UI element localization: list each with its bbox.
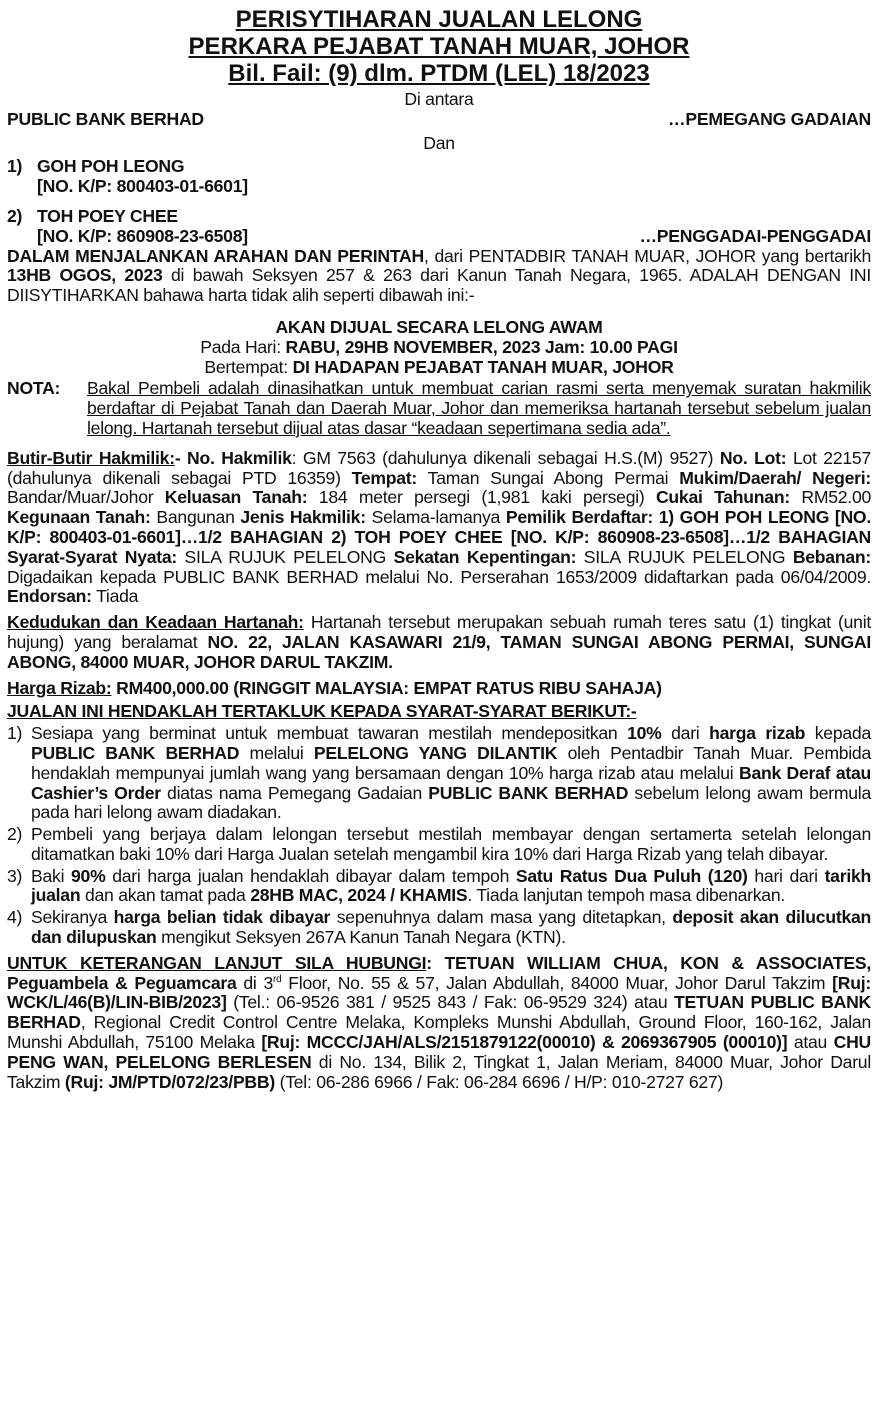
c3-i: . Tiada lanjutan tempoh masa dibenarkan. [467, 885, 786, 906]
auction-day-label: Pada Hari: [200, 336, 286, 357]
auction-place [7, 358, 871, 378]
auction-place-label: Bertempat: [204, 356, 293, 377]
contact-t1b: Floor, No. 55 & 57, Jalan Abdullah, 84000 Muar, Johor Darul Takzim [281, 972, 833, 993]
td-val-9: SILA RUJUK PELELONG [177, 546, 394, 567]
reserve-price [7, 679, 871, 699]
td-val-2: Lot 22157 (dahulunya dikenali sebagai PTD 16359) [7, 447, 871, 488]
contact-sup: rd [273, 973, 282, 985]
contact-b1: : TETUAN WILLIAM CHUA, KON & ASSOCIATES, Peguambela & Peguamcara [7, 952, 871, 993]
nota-text: Bakal Pembeli adalah dinasihatkan untuk membuat carian rasmi serta menyemak suratan hakmilik berdaftar di Pejabat Tanah dan Daerah Muar, Johor dan memeriksa hartanah tersebut sebelum jualan lelong. Hartanah tersebut dijual atas dasar “keadaan sepertimana sedia ada”. [87, 378, 871, 438]
c1-m: sebelum lelong awam bermula pada hari lelong awam diadakan. [31, 782, 871, 823]
c3-a: Baki [31, 865, 71, 886]
contact-t1a: di 3 [236, 972, 274, 993]
intro-lead: DALAM MENJALANKAN ARAHAN DAN PERINTAH [7, 245, 424, 266]
td-key-12: Endorsan: [7, 586, 92, 607]
chargor-2-name: TOH POEY CHEE [37, 205, 178, 226]
c4-e: mengikut Seksyen 267A Kanun Tanah Negara (KTN). [156, 927, 566, 948]
contact-t2: (Tel.: 06-9526 381 / 9525 843 / Fak: 06-9529 324) atau [226, 992, 675, 1013]
intro-text-1: , dari PENTADBIR TANAH MUAR, JOHOR yang bertarikh [423, 245, 871, 266]
condition-1 [7, 724, 871, 823]
td-val-3: Taman Sungai Abong Permai [417, 467, 680, 488]
c1-l: PUBLIC BANK BERHAD [428, 782, 629, 803]
intro-text-2: di bawah Seksyen 257 & 263 dari Kanun Tanah Negara, 1965. ADALAH DENGAN INI DIISYTIHARKAN bahawa harta tidak alih seperti dibawah ini:- [7, 265, 871, 306]
chargor-2-ic: [NO. K/P: 860908-23-6508] [37, 225, 248, 246]
td-key-2: No. Lot: [719, 447, 787, 468]
c1-k: diatas nama Pemegang Gadaian [160, 782, 429, 803]
auction-details [7, 318, 871, 377]
condition-4 [7, 908, 871, 948]
c4-b: harga belian tidak dibayar [113, 907, 331, 928]
c3-c: dari harga jualan hendaklah dibayar dalam tempoh [105, 865, 516, 886]
td-key-3: Tempat: [351, 467, 418, 488]
c1-g: melalui [239, 742, 314, 763]
auction-day-value: RABU, 29HB NOVEMBER, 2023 Jam: 10.00 PAGI [285, 336, 678, 357]
td-val-7: Bangunan [150, 507, 241, 528]
c3-h: 28HB MAC, 2024 / KHAMIS [250, 885, 468, 906]
td-val-11: Digadaikan kepada PUBLIC BANK BERHAD melalui No. Perserahan 1653/2009 didaftarkan pada 06/04/2009. [7, 566, 871, 587]
c1-e: kepada [805, 723, 871, 744]
td-key-10: Sekatan Kepentingan: [393, 546, 577, 567]
c3-d: Satu Ratus Dua Puluh (120) [515, 865, 748, 886]
chargor-1-ic: [NO. K/P: 800403-01-6601] [37, 176, 248, 197]
contact-t5: di No. 134, Bilik 2, Tingkat 1, Jalan Meriam, 84000 Muar, Johor Darul Takzim [7, 1051, 871, 1092]
c1-f: PUBLIC BANK BERHAD [31, 742, 240, 763]
between-label: Di antara [404, 89, 474, 109]
c4-c: sepenuhnya dalam masa yang ditetapkan, [330, 907, 673, 928]
auction-heading: AKAN DIJUAL SECARA LELONG AWAM [275, 316, 603, 337]
title-line-1: PERISYTIHARAN JUALAN LELONG [235, 6, 643, 33]
chargor-1 [7, 157, 871, 197]
c1-a: Sesiapa yang berminat untuk membuat tawaran mestilah mendepositkan [31, 723, 628, 744]
c3-g: dan akan tamat pada [80, 885, 251, 906]
title-details-heading: Butir-Butir Hakmilik: [7, 447, 175, 468]
intro-paragraph [7, 247, 871, 306]
c1-i: oleh Pentadbir Tanah Muar. Pembida hendaklah mempunyai jumlah wang yang bersamaan dengan 10% harga rizab atau melalui [31, 742, 872, 783]
chargor-2 [7, 207, 871, 247]
td-key-1: - No. Hakmilik [174, 447, 292, 468]
td-key-9: Pemilik Berdaftar: 1) GOH POH LEONG [NO. K/P: 800403-01-6601]…1/2 BAHAGIAN 2) TOH POEY CHEE [NO. K/P: 860908-23-6508]…1/2 BAHAGIAN Syarat-Syarat Nyata: [7, 507, 872, 567]
and-label: Dan [423, 132, 455, 153]
contact-t6: (Tel: 06-286 6966 / Fak: 06-284 6696 / H/P: 010-2727 627) [274, 1071, 724, 1092]
contact-b5: CHU PENG WAN, PELELONG BERLESEN [7, 1032, 871, 1072]
condition-1-number: 1) [7, 723, 23, 744]
c3-f: tarikh jualan [31, 865, 871, 906]
chargee-role: …PEMEGANG GADAIAN [668, 108, 871, 129]
c3-b: 90% [71, 865, 106, 886]
td-key-4: Mukim/Daerah/ Negeri: [679, 467, 871, 488]
chargor-2-number: 2) [7, 205, 23, 226]
reserve-label: Harga Rizab: [7, 677, 112, 698]
c2-a: Pembeli yang berjaya dalam lelongan tersebut mestilah membayar dengan sertamerta setelah lelongan ditamatkan baki 10% dari Harga Jualan setelah mengambil kira 10% dari Harga Rizab yang telah dibayar. [31, 824, 871, 864]
c4-d: deposit akan dilucutkan dan dilupuskan [31, 907, 872, 948]
condition-4-number: 4) [7, 907, 23, 928]
condition-2-number: 2) [7, 824, 23, 845]
property-text: Hartanah tersebut merupakan sebuah rumah teres satu (1) tingkat (unit hujung) yang beralamat [7, 612, 871, 652]
td-val-6: RM52.00 [789, 487, 872, 508]
property-section [7, 613, 871, 672]
c1-h: PELELONG YANG DILANTIK [313, 742, 558, 763]
contact-heading: UNTUK KETERANGAN LANJUT SILA HUBUNGI [7, 952, 427, 973]
condition-3-number: 3) [7, 865, 23, 886]
contact-b2: [Ruj: WCK/L/46(B)/LIN-BIB/2023] [7, 972, 871, 1013]
c1-d: harga rizab [709, 723, 806, 744]
td-key-7: Kegunaan Tanah: [7, 507, 151, 528]
conditions-heading: JUALAN INI HENDAKLAH TERTAKLUK KEPADA SYARAT-SYARAT BERIKUT:- [7, 701, 637, 722]
condition-2 [7, 825, 871, 865]
notice-title [7, 6, 871, 87]
auction-day [7, 338, 871, 358]
property-address: NO. 22, JALAN KASAWARI 21/9, TAMAN SUNGAI ABONG PERMAI, SUNGAI ABONG, 84000 MUAR, JOHOR DARUL TAKZIM. [7, 631, 871, 672]
c1-j: Bank Deraf atau Cashier’s Order [31, 762, 871, 803]
td-key-6: Cukai Tahunan: [655, 487, 790, 508]
file-number: Bil. Fail: (9) dlm. PTDM (LEL) 18/2023 [228, 60, 650, 87]
reserve-value: RM400,000.00 (RINGGIT MALAYSIA: EMPAT RATUS RIBU SAHAJA) [111, 677, 662, 698]
chargor-2-ic-row [7, 227, 871, 247]
order-date: 13HB OGOS, 2023 [7, 265, 163, 286]
title-line-2: PERKARA PEJABAT TANAH MUAR, JOHOR [188, 33, 690, 60]
chargee-name: PUBLIC BANK BERHAD [7, 108, 204, 129]
c3-e: hari dari [747, 865, 825, 886]
td-key-5: Keluasan Tanah: [164, 487, 308, 508]
property-heading: Kedudukan dan Keadaan Hartanah: [7, 612, 304, 633]
chargor-role: …PENGGADAI-PENGGADAI [639, 225, 871, 246]
contact-b6: (Ruj: JM/PTD/072/23/PBB) [64, 1071, 275, 1092]
chargee-row [7, 110, 871, 130]
c4-a: Sekiranya [31, 907, 114, 928]
td-val-8: Selama-lamanya [365, 507, 506, 528]
td-val-12: Tiada [91, 586, 139, 607]
contact-t3: , Regional Credit Control Centre Melaka, Kompleks Munshi Abdullah, Ground Floor, 160-162, Jalan Munshi Abdullah, 75100 Melaka [7, 1012, 871, 1053]
contact-section [7, 954, 871, 1093]
td-key-8: Jenis Hakmilik: [240, 507, 366, 528]
chargor-1-number: 1) [7, 156, 23, 177]
td-val-1: : GM 7563 (dahulunya dikenali sebagai H.S.(M) 9527) [291, 447, 720, 468]
title-details [7, 449, 871, 607]
nota-label: NOTA: [7, 378, 61, 399]
chargor-1-name: GOH POH LEONG [37, 156, 185, 177]
contact-t4: atau [787, 1032, 834, 1053]
contact-b4: [Ruj: MCCC/JAH/ALS/2151879122(00010) & 2069367905 (00010)] [261, 1032, 788, 1053]
c1-b: 10% [627, 723, 662, 744]
auction-place-value: DI HADAPAN PEJABAT TANAH MUAR, JOHOR [292, 356, 674, 377]
c1-c: dari [661, 723, 710, 744]
condition-3 [7, 867, 871, 907]
td-val-5: 184 meter persegi (1,981 kaki persegi) [307, 487, 656, 508]
nota-block [7, 379, 871, 438]
td-val-10: SILA RUJUK PELELONG [576, 546, 793, 567]
contact-b3: TETUAN PUBLIC BANK BERHAD [7, 992, 872, 1033]
td-key-11: Bebanan: [792, 546, 871, 567]
td-val-4: Bandar/Muar/Johor [7, 487, 165, 508]
